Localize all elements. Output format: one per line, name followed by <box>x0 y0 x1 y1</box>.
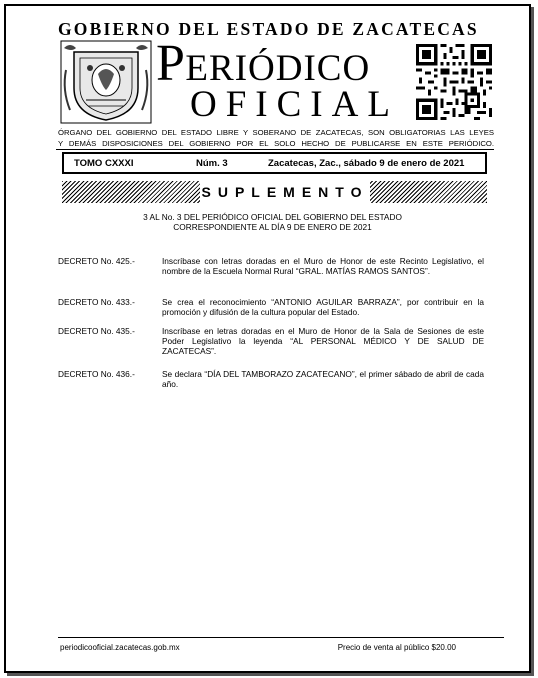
decree-text: Inscríbase con letras doradas en el Muro de Honor de este Recinto Legislativo, el nombre de la Escuela Normal Rural “GRAL. MATÍAS RAMOS SANTOS”. <box>162 256 484 277</box>
organ-line-1: ÓRGANO DEL GOBIERNO DEL ESTADO LIBRE Y SOBERANO DE ZACATECAS, SON OBLIGATORIAS LAS LEYES <box>58 128 494 137</box>
footer-price: Precio de venta al público $20.00 <box>337 643 456 652</box>
newspaper-title-line2: OFICIAL <box>190 84 399 125</box>
issue-info-box <box>62 152 487 174</box>
subtitle-line-2: CORRESPONDIENTE AL DÍA 9 DE ENERO DE 2021 <box>173 222 372 232</box>
divider <box>56 149 494 150</box>
decree-label: DECRETO No. 436.- <box>58 369 135 379</box>
footer-divider <box>58 637 504 638</box>
title-first-letter: P <box>156 35 186 92</box>
decree-label: DECRETO No. 435.- <box>58 326 135 336</box>
coat-of-arms-icon <box>60 40 152 124</box>
title-rest: ERIÓDICO <box>185 48 371 89</box>
organ-line-2: Y DEMÁS DISPOSICIONES DEL GOBIERNO POR EL SOLO HECHO DE PUBLICARSE EN ESTE PERIÓDICO. <box>58 139 494 148</box>
organ-statement <box>58 127 494 149</box>
suplemento-label: SUPLEMENTO <box>200 181 370 203</box>
issue-number: Núm. 3 <box>196 158 228 169</box>
decree-text: Se declara “DÍA DEL TAMBORAZO ZACATECANO”, el primer sábado de abril de cada año. <box>162 369 484 390</box>
subtitle-line-1: 3 AL No. 3 DEL PERIÓDICO OFICIAL DEL GOBIERNO DEL ESTADO <box>143 212 402 222</box>
decree-text: Inscríbase en letras doradas en el Muro de Honor de la Sala de Sesiones de este Poder Legislativo la leyenda “AL PERSONAL MÉDICO Y DE SALUD DE ZACATECAS”. <box>162 326 484 357</box>
issue-date: Zacatecas, Zac., sábado 9 de enero de 2021 <box>268 158 465 169</box>
decree-label: DECRETO No. 425.- <box>58 256 135 266</box>
decree-text: Se crea el reconocimiento “ANTONIO AGUILAR BARRAZA”, por contribuir en la promoción y difusión de la cultura popular del Estado. <box>162 297 484 318</box>
decree-label: DECRETO No. 433.- <box>58 297 135 307</box>
government-title: GOBIERNO DEL ESTADO DE ZACATECAS <box>58 19 479 39</box>
tomo-label: TOMO CXXXI <box>74 158 134 169</box>
footer-website: periodicooficial.zacatecas.gob.mx <box>60 643 180 652</box>
suplemento-subtitle <box>60 212 485 232</box>
qr-code-icon <box>416 44 492 120</box>
